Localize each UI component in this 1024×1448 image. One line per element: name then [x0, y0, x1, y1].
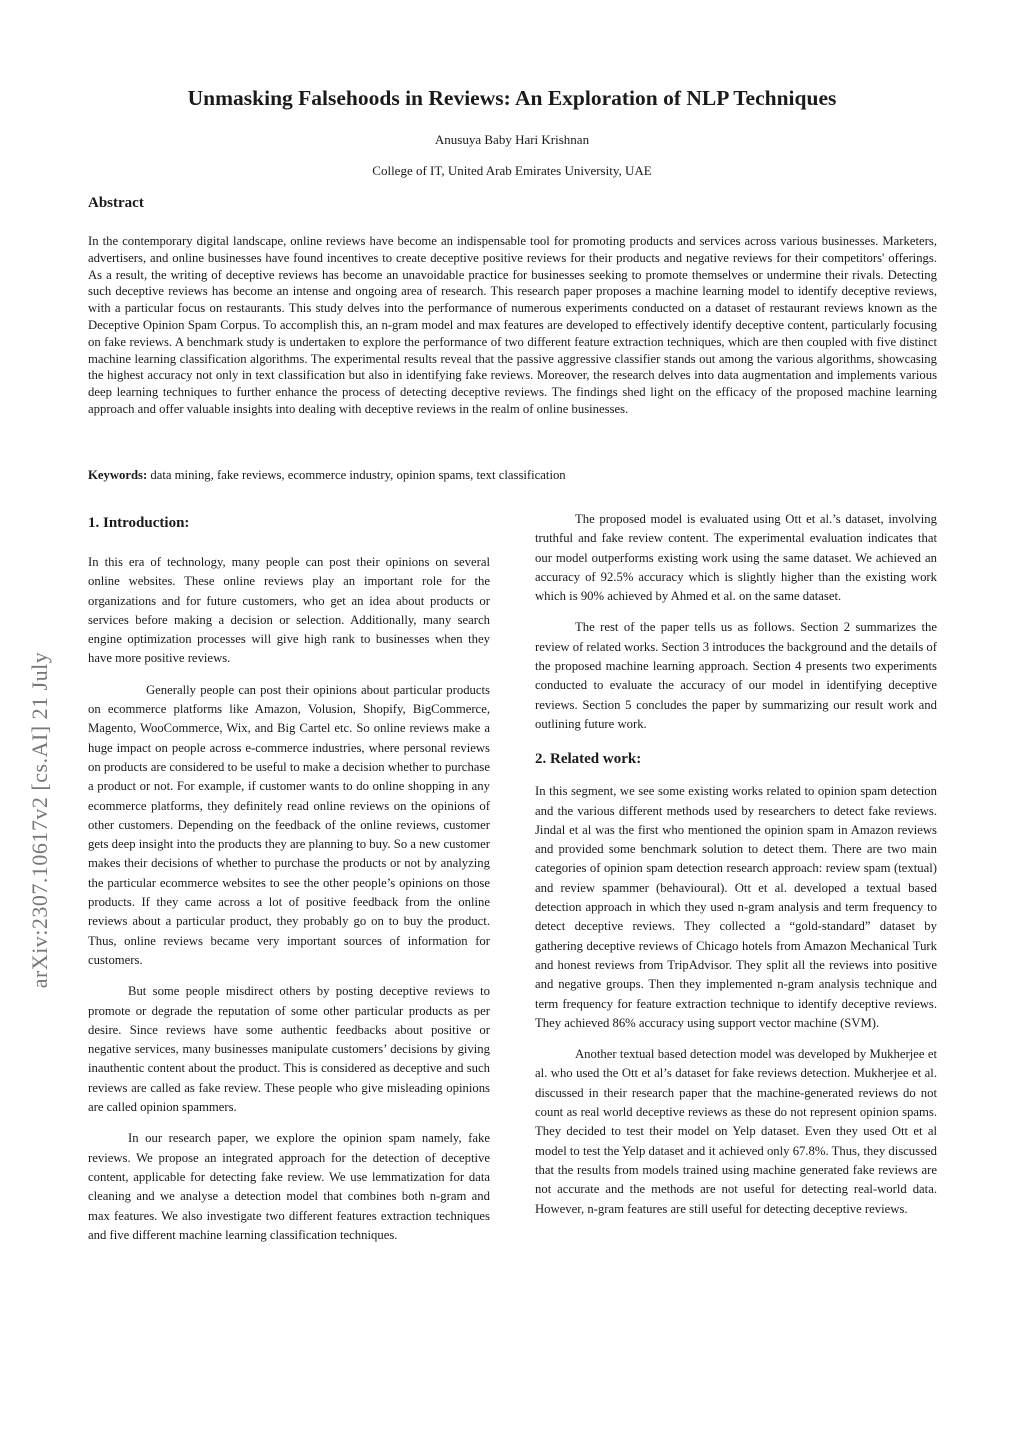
intro-paragraph-6: The rest of the paper tells us as follows. Section 2 summarizes the review of related works. Section 3 introduces the background and the details of the proposed machine learning approach. Section 4 presents two experiments conducted to evaluate the accuracy of our model in identifying deceptive reviews. Section 5 concludes the paper by summarizing our result work and outlining future work.	[535, 620, 937, 731]
keywords-line	[88, 468, 566, 483]
section-heading-introduction: 1. Introduction:	[88, 515, 190, 531]
intro-paragraph-5: The proposed model is evaluated using Ott et al.’s dataset, involving truthful and fake review content. The experimental evaluation indicates that our model outperforms existing work using the same dataset. We achieved an accuracy of 92.5% accuracy which is slightly higher than the existing work which is 90% achieved by Ahmed et al. on the same dataset.	[535, 512, 937, 604]
left-column	[88, 512, 490, 1245]
intro-paragraph-4: In our research paper, we explore the opinion spam namely, fake reviews. We propose an integrated approach for the detection of deceptive content, applicable for detecting fake review. We use lemmatization for data cleaning and we analyse a detection model that combines both n-gram and max features. We also investigate two different features extraction techniques and five different machine learning classification techniques.	[88, 1131, 490, 1242]
abstract-text: In the contemporary digital landscape, online reviews have become an indispensable tool for promoting products and services across various businesses. Marketers, advertisers, and online businesses have found incentives to create deceptive positive reviews for their products and negative reviews for their competitors' offerings. As a result, the writing of deceptive reviews has become an unavoidable practice for businesses seeking to promote themselves or undermine their rivals. Detecting such deceptive reviews has become an intense and ongoing area of research. This research paper proposes a machine learning model to identify deceptive reviews, with a particular focus on restaurants. This study delves into the performance of numerous experiments conducted on a dataset of restaurant reviews known as the Deceptive Opinion Spam Corpus. To accomplish this, an n-gram model and max features are developed to effectively identify deceptive content, particularly focusing on fake reviews. A benchmark study is undertaken to explore the performance of two different feature extraction techniques, which are then coupled with five distinct machine learning classification algorithms. The experimental results reveal that the passive aggressive classifier stands out among the various algorithms, showcasing the highest accuracy not only in text classification but also in identifying fake reviews. Moreover, the research delves into data augmentation and implements various deep learning techniques to further enhance the process of detecting deceptive reviews. The findings shed light on the efficacy of the proposed machine learning approach and offer valuable insights into dealing with deceptive reviews in the realm of online businesses.	[88, 234, 937, 416]
related-paragraph-2: Another textual based detection model was developed by Mukherjee et al. who used the Ott et al’s dataset for fake reviews detection. Mukherjee et al. discussed in their research paper that the machine-generated reviews do not count as real world deceptive reviews as these do not represent opinion spams. They decided to test their model on Yelp dataset. Even they used Ott et al model to test the Yelp dataset and it achieved only 67.8%. Thus, they discussed that the results from models trained using machine generated fake reviews are not accurate and the methods are not useful for detecting real-world data. However, n-gram features are still useful for detecting deceptive reviews.	[535, 1047, 937, 1216]
author-affiliation: College of IT, United Arab Emirates University, UAE	[372, 163, 652, 178]
intro-paragraph-2: Generally people can post their opinions about particular products on ecommerce platforms like Amazon, Volusion, Shopify, BigCommerce, Magento, WooCommerce, Wix, and Big Cartel etc. So online reviews make a huge impact on people across e-commerce industries, where personal reviews on products are considered to be useful to make a decision whether to purchase a product or not. For example, if customer wants to do online shopping in any ecommerce platforms, they definitely read online reviews on the opinions of other customers. Depending on the feedback of the online reviews, customer gets deep insight into the products they are planning to buy. So a new customer makes their decisions of whether to purchase the products or not by analyzing the particular ecommerce websites to see the other people’s opinions on those products. If they came across a lot of positive feedback from the online reviews about a particular product, they probably go on to buy the product. Thus, online reviews became very important sources of information for customers.	[88, 682, 490, 967]
intro-paragraph-3: But some people misdirect others by posting deceptive reviews to promote or degrade the reputation of some other particular products as per desire. Since reviews have some authentic feedbacks about positive or negative services, many businesses manipulate customers’ decisions by giving inauthentic content about the product. This is considered as deceptive and such reviews are called as fake review. These people who give misleading opinions are called opinion spammers.	[88, 984, 490, 1115]
paper-title: Unmasking Falsehoods in Reviews: An Exploration of NLP Techniques	[187, 86, 837, 110]
section-heading-related-work: 2. Related work:	[535, 751, 642, 768]
keywords-text: data mining, fake reviews, ecommerce industry, opinion spams, text classification	[147, 468, 566, 482]
keywords-label: Keywords:	[88, 468, 148, 482]
right-column	[535, 510, 937, 1219]
arxiv-id: arXiv:2307.10617v2 [cs.AI] 21 July	[27, 651, 52, 989]
related-paragraph-1: In this segment, we see some existing works related to opinion spam detection and the various different methods used by researchers to detect fake reviews. Jindal et al was the first who mentioned the opinion spam in Amazon reviews and provided some benchmark solution to detect them. There are two main categories of opinion spam detection research approach: review spam (textual) and review spammer (behavioural). Ott et al. developed a textual based detection approach in which they used n-gram analysis and term frequency to detect deceptive reviews. They collected a “gold-standard” dataset by gathering deceptive reviews of Chicago hotels from Amazon Mechanical Turk and honest reviews from TripAdvisor. They split all the reviews into positive and negative groups. Then they implemented n-gram analysis technique and term frequency for feature extraction technique to identify deceptive reviews. They achieved 86% accuracy using support vector machine (SVM).	[535, 784, 937, 1030]
intro-paragraph-1: In this era of technology, many people can post their opinions on several online websites. These online reviews play an important role for the organizations and for future customers, who get an idea about products or services before making a decision or selection. Additionally, many search engine optimization processes will give high rank to businesses when they have more positive reviews.	[88, 555, 490, 666]
author-name: Anusuya Baby Hari Krishnan	[434, 132, 590, 147]
abstract-heading: Abstract	[88, 195, 144, 211]
